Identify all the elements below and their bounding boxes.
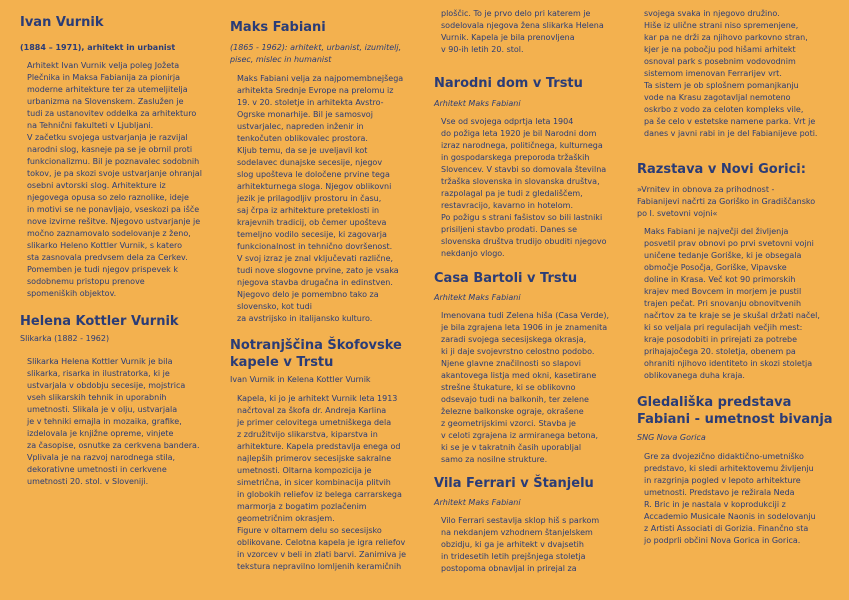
narodni-dom-subtitle: Arhitekt Maks Fabiani <box>434 99 521 108</box>
fabiani-heading: Maks Fabiani <box>230 20 326 35</box>
vila-ferrari-body: Vilo Ferrari sestavlja sklop hiš s parkom na nekdanjem vzhodnem štanjelskem obzidju, ki ga je arhitekt v dvajsetih in tridesetih letih prejšnjega stoletja postopoma obnavljal in prirejal za <box>441 516 600 573</box>
razstava-subtitle: »Vrnitev in obnova za prihodnost - Fabianijevi načrti za Goriško in Gradiščansko po I. svetovni vojni« <box>637 185 816 218</box>
vila-ferrari-subtitle: Arhitekt Maks Fabiani <box>434 498 521 507</box>
helena-heading: Helena Kottler Vurnik <box>20 314 179 329</box>
fabiani-body: Maks Fabiani velja za najpomembnejšega arhitekta Srednje Evrope na prelomu iz 19. v 20. stoletje in arhitekta Avstro- Ogrske monarhije. Bil je samosvoj ustvarjalec, napreden inženir in tenkočuten oblikovalec prostora. Kljub temu, da se je uveljavil kot sodelavec dunajske secesije, njegov slog upošteva le določene prvine tega arhitekturnega sloga. Njegov oblikovni jezik je prilagodljiv prostoru in času, saj črpa iz arhitekture preteklosti in krajevnih tradicij, ob čemer upošteva temeljno vodilo secesije, ki zagovarja funkcionalnost in tehnično dovršenost. V svoj izraz je znal vključevati različne, tudi nove slogovne prvine, zato je vsaka njegova stavba drugačna in edinstven. Njegovo delo je pomembno tako za slovensko, kot tudi za avstrijsko in italijansko kulturo. <box>237 74 404 323</box>
notranjscina-heading: Notranjščina Škofovske kapele v Trstu <box>230 338 402 370</box>
gledaliska-subtitle: SNG Nova Gorica <box>637 433 706 442</box>
notranjscina-subtitle: Ivan Vurnik in Kelena Kottler Vurnik <box>230 375 371 384</box>
razstava-body: Maks Fabiani je največji del življenja posvetil prav obnovi po prvi svetovni vojni uničene tedanje Goriške, ki je obsegala območje Posočja, Goriške, Vipavske doline in Krasa. Več kot 90 primorskih krajev med Bovcem in morjem je pustil trajen pečat. Pri snovanju obnovitvenih načrtov za te kraje se je skušal držati načel, ki so veljala pri regulacijah večjih mest: kraje posodobiti in prirejati za potrebe prihajajočega 20. stoletja, obenem pa ohraniti njihovo identiteto in skozi stoletja oblikovanega duha kraja. <box>644 227 820 380</box>
narodni-dom-heading: Narodni dom v Trstu <box>434 76 583 91</box>
casa-bartoli-heading: Casa Bartoli v Trstu <box>434 271 578 286</box>
vila-ferrari-body-continued: svojega svaka in njegovo družino. Hiše iz ulične strani niso spremenjene, kar pa ne drži za njihovo parkovno stran, kjer je na pobočju pod hišami arhitekt osnoval park s posebnim vodovodnim sistemom imenovan Ferrarijev vrt. Ta sistem je ob splošnem pomanjkanju vode na Krasu zagotavljal nemoteno oskrbo z vodo za celoten kompleks vile, pa še celo v estetske namene parka. Vrt je danes v javni rabi in je del Fabianijeve poti. <box>644 9 818 138</box>
vurnik-heading: Ivan Vurnik <box>20 15 104 30</box>
gledaliska-heading: Gledališka predstava Fabiani - umetnost bivanja <box>637 395 833 427</box>
helena-body: Slikarka Helena Kottler Vurnik je bila slikarka, risarka in ilustratorka, ki je ustvarjala v obdobju secesije, mojstrica vseh slikarskih tehnik in uporabnih umetnosti. Slikala je v olju, ustvarjala je v tehniki emajla in mozaika, grafike, izdelovala je knjižne opreme, vinjete za časopise, osnutke za cerkvena bandera. Vplivala je na razvoj narodnega stila, dekorativne umetnosti in cerkvene umetnosti 20. stol. v Sloveniji. <box>27 357 200 486</box>
gledaliska-body: Gre za dvojezično didaktično-umetniško predstavo, ki sledi arhitektovemu življenju in razgrinja pogled v lepoto arhitekture umetnosti. Predstavo je režirala Neda R. Bric in je nastala v koprodukciji z Accademio Musicale Naonis in sodelovanju z Artisti Associati di Gorizia. Finančno sta jo podprli občini Nova Gorica in Gorica. <box>644 452 816 545</box>
fabiani-subtitle: (1865 - 1962): arhitekt, urbanist, izumitelj, pisec, mislec in humanist <box>230 43 402 64</box>
notranjscina-body-continued: ploščic. To je prvo delo pri katerem je sodelovala njegova žena slikarka Helena Vurnik. Kapela je bila prenovljena v 90-ih letih 20. stol. <box>441 9 604 54</box>
narodni-dom-body: Vse od svojega odprtja leta 1904 do požiga leta 1920 je bil Narodni dom izraz narodnega, političnega, kulturnega in gospodarskega preporoda tržaških Slovencev. V stavbi so domovala številna tržaška slovenska in slovanska društva, razpolagal pa je tudi z gledališčem, restavracijo, kavarno in hotelom. Po požigu s strani fašistov so bili lastniki prisiljeni stavbo prodati. Danes se slovenska društva trudijo obuditi njegovo nekdanjo vlogo. <box>441 117 607 258</box>
vila-ferrari-heading: Vila Ferrari v Štanjelu <box>434 476 594 491</box>
notranjscina-body: Kapela, ki jo je arhitekt Vurnik leta 1913 načrtoval za škofa dr. Andreja Karlina je primer celovitega umetniškega dela z združitvijo slikarstva, kiparstva in arhitekture. Kapela predstavlja enega od najlepših primerov secesijske sakralne umetnosti. Oltarna kompozicija je simetrična, in sicer kombinacija plitvih in globokih reliefov iz belega carrarskega marmorja z bogatim pozlačenim geometričnim okrasjem. Figure v oltarnem delu so secesijsko oblikovane. Celotna kapela je igra reliefov in vzorcev v beli in zlati barvi. Zanimiva je tekstura nepravilno lomljenih keramičnih <box>237 394 407 571</box>
helena-subtitle: Slikarka (1882 - 1962) <box>20 334 110 343</box>
casa-bartoli-subtitle: Arhitekt Maks Fabiani <box>434 293 521 302</box>
vurnik-subtitle: (1884 – 1971), arhitekt in urbanist <box>20 43 176 52</box>
casa-bartoli-body: Imenovana tudi Zelena hiša (Casa Verde), je bila zgrajena leta 1906 in je znamenita zaradi svojega secesijskega okrasja, ki ji daje svojevrstno celostno podobo. Njene glavne značilnosti so slapovi akantovega listja med okni, kasetirane strešne štukature, ki se oblikovno odsevajo tudi na balkonih, ter zelene železne balkonske ograje, okrašene z geometrijskimi vzorci. Stavba je v celoti zgrajena iz armiranega betona, ki se je v takratnih časih uporabljal samo za nosilne strukture. <box>441 311 610 464</box>
razstava-heading: Razstava v Novi Gorici: <box>637 162 806 177</box>
vurnik-body: Arhitekt Ivan Vurnik velja poleg Jožeta Plečnika in Maksa Fabianija za pionirja moderne arhitekture ter za utemeljitelja urbanizma na Slovenskem. Zaslužen je tudi za ustanovitev oddelka za arhitekturo na Tehnični fakulteti v Ljubljani. V začetku svojega ustvarjanja je razvijal narodni slog, kasneje pa se je obrnil proti funkcionalizmu. Bil je poznavalec sodobnih tokov, je pa skozi svoje ustvarjanje ohranjal osebni avtorski slog. Arhitekture iz njegovega opusa so zelo raznolike, ideje in motivi se ne ponavljajo, vseskozi pa išče nove izvirne rešitve. Njegovo ustvarjanje je močno zaznamovalo sodelovanje z ženo, slikarko Heleno Kottler Vurnik, s katero sta zasnovala predvsem dela za Cerkev. Pomemben je tudi njegov prispevek k sodobnemu pristopu prenove spomeniških objektov. <box>27 61 202 298</box>
